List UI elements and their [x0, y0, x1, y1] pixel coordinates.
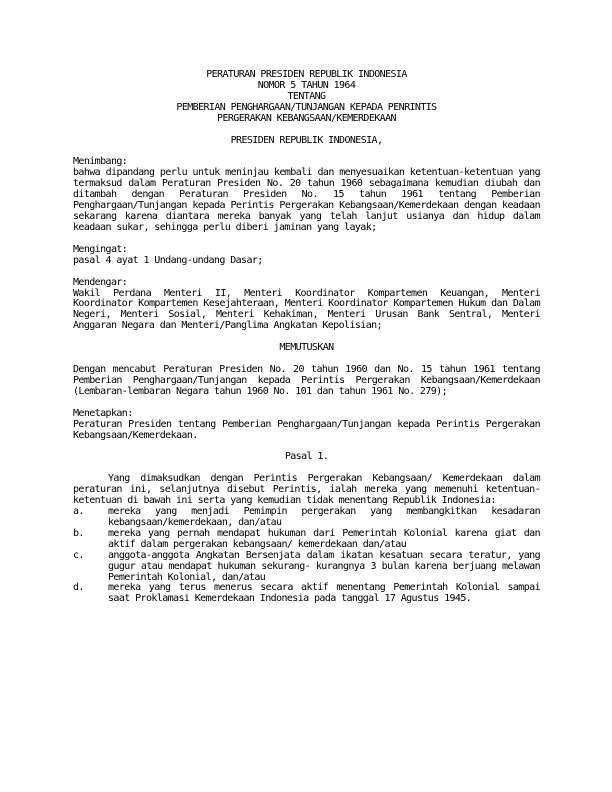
section-mendengar — [73, 278, 540, 333]
section-text: pasal 4 ayat 1 Undang-undang Dasar; — [73, 254, 263, 266]
document-title — [73, 70, 540, 125]
section-pasal-1 — [73, 474, 540, 605]
title-line: PERGERAKAN KEBANGSAAN/KEMERDEKAAN — [217, 112, 396, 124]
list-text: mereka yang menjadi Pemimpin pergerakan yang membangkitkan kesadaran kebangsaan/kemerdekaan, dan/atau — [108, 506, 540, 528]
list-item — [73, 529, 540, 551]
pasal-intro: Yang dimaksudkan dengan Perintis Pergerakan Kebangsaan/ Kemerdekaan dalam peraturan ini, selanjutnya disebut Perintis, ialah mereka yang memenuhi ketentuan-ketentuan di bawah ini serta yang kemudian tidak menentang Republik Indonesia: — [73, 473, 540, 507]
list-item — [73, 583, 540, 605]
list-text: anggota-anggota Angkatan Bersenjata dalam ikatan kesatuan secara teratur, yang gugur atau mendapat hukuman sekurang- kurangnya 3 bulan karena berjuang melawan Pemerintah Kolonial, dan/atau — [108, 549, 540, 583]
document-page — [73, 70, 540, 616]
section-label: Menetapkan: — [73, 407, 133, 419]
title-line: PERATURAN PRESIDEN REPUBLIK INDONESIA — [206, 69, 407, 80]
section-mengingat — [73, 245, 540, 267]
section-text: bahwa dipandang perlu untuk meninjau kembali dan menyesuaikan ketentuan-ketentuan yang termaksud dalam Peraturan Presiden No. 20 tahun 1960 sebagaimana kemudian diubah dan ditambah dengan Peraturan Presiden No. 15 tahun 1961 tentang Pemberian Penghargaan/Tunjangan kepada Perintis Pergerakan Kebangsaan/Kemerdekaan dengan keadaan sekarang karena diantara mereka banyak yang telah lanjut usianya dan hidup dalam keadaan sukar, sehingga perlu diberi jaminan yang layak; — [73, 167, 540, 233]
section-memutuskan — [73, 365, 540, 398]
title-line: NOMOR 5 TAHUN 1964 — [257, 79, 356, 91]
memutuskan-heading: MEMUTUSKAN — [279, 342, 334, 354]
list-marker: b. — [73, 527, 84, 539]
list-marker: c. — [73, 549, 84, 561]
list-marker: a. — [73, 506, 84, 518]
title-line: PEMBERIAN PENGHARGAAN/TUNJANGAN KEPADA PENRINTIS — [176, 101, 437, 113]
section-menimbang — [73, 157, 540, 233]
section-text: Dengan mencabut Peraturan Presiden No. 20 tahun 1960 dan No. 15 tahun 1961 tentang Pemberian Penghargaan/Tunjangan kepada Perintis Pergerakan Kebangsaan/Kemerdekaan (Lembaran-lembaran Negara tahun 1960 No. 101 dan tahun 1961 No. 279); — [73, 364, 540, 397]
list-marker: d. — [73, 582, 84, 594]
list-item — [73, 551, 540, 584]
list-text: mereka yang pernah mendapat hukuman dari Pemerintah Kolonial karena giat dan aktif dalam pergerakan kebangsaan/ kemerdekaan dan/atau — [108, 527, 540, 550]
section-label: Menimbang: — [73, 156, 128, 168]
list-text: mereka yang terus menerus secara aktif menentang Pemerintah Kolonial sampai saat Proklamasi Kemerdekaan Indonesia pada tanggal 17 Agustus 1945. — [108, 582, 540, 605]
section-label: Mengingat: — [73, 243, 128, 255]
list-item — [73, 507, 540, 529]
section-menetapkan — [73, 409, 540, 442]
issuer-heading: PRESIDEN REPUBLIK INDONESIA, — [230, 134, 383, 146]
section-text: Wakil Perdana Menteri II, Menteri Koordinator Kompartemen Keuangan, Menteri Koordinator Kompartemen Kesejahteraan, Menteri Koordinator Kompartemen Hukum dan Dalam Negeri, Menteri Sosial, Menteri Kehakiman, Menteri Urusan Bank Sentral, Menteri Anggaran Negara dan Menteri/Panglima Angkatan Kepolisian; — [73, 287, 540, 332]
pasal-1-heading: Pasal 1. — [284, 451, 329, 463]
pasal-1-list — [73, 507, 540, 605]
section-text: Peraturan Presiden tentang Pemberian Penghargaan/Tunjangan kepada Perintis Pergerakan Kebangsaan/Kemerdekaan. — [73, 418, 540, 441]
section-label: Mendengar: — [73, 276, 128, 288]
title-line: TENTANG — [287, 90, 326, 102]
